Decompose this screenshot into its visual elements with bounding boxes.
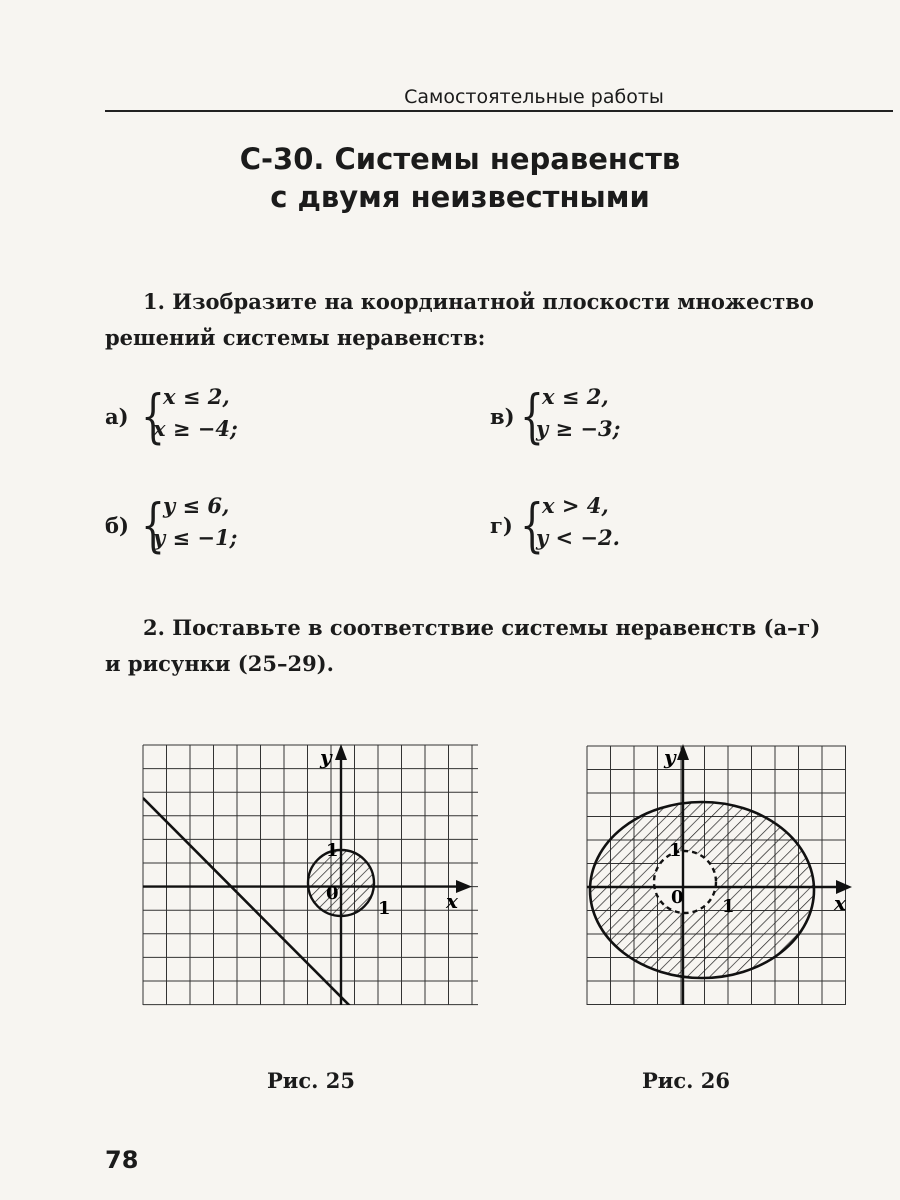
system-line-2: y < −2.	[536, 525, 620, 550]
system-b	[105, 493, 305, 563]
axis-label-y: y	[320, 745, 332, 769]
page-number: 78	[105, 1146, 139, 1174]
task-2-text-line-2: и рисунки (25–29).	[105, 651, 334, 676]
system-line-1: x ≤ 2,	[542, 384, 609, 409]
task-1-text-line-1: Изобразите на координатной плоскости множество	[172, 289, 814, 314]
system-label: а)	[105, 404, 129, 429]
brace-icon: {	[520, 491, 544, 559]
section-title-line-2: с двумя неизвестными	[270, 180, 650, 214]
system-line-1: x > 4,	[542, 493, 609, 518]
figure-25	[140, 740, 485, 1010]
system-a	[105, 384, 305, 454]
figure-26-caption: Рис. 26	[642, 1068, 730, 1093]
section-title	[160, 140, 760, 216]
origin-label: 0	[326, 883, 339, 904]
inner-circle	[654, 851, 716, 913]
task-2-text-line-1: Поставьте в соответствие системы неравенств (а–г)	[172, 615, 821, 640]
y-arrow-icon	[335, 744, 347, 760]
system-v	[490, 384, 690, 454]
figure-25-caption: Рис. 25	[267, 1068, 355, 1093]
unit-label-x: 1	[722, 896, 735, 917]
axis-label-x: x	[446, 889, 458, 913]
x-arrow-icon	[456, 880, 472, 893]
system-line-2: x ≥ −4;	[153, 416, 238, 441]
task-2	[105, 610, 890, 682]
system-line-1: y ≤ 6,	[163, 493, 230, 518]
system-g	[490, 493, 690, 563]
figure-26	[584, 740, 859, 1010]
brace-icon: {	[141, 382, 165, 450]
system-label: в)	[490, 404, 515, 429]
task-2-number: 2.	[143, 615, 165, 640]
system-label: г)	[490, 513, 513, 538]
section-title-line-1: С-30. Системы неравенств	[239, 142, 681, 176]
unit-label-x: 1	[378, 898, 391, 919]
system-line-2: y ≤ −1;	[153, 525, 238, 550]
brace-icon: {	[141, 491, 165, 559]
axis-label-x: x	[834, 891, 846, 915]
system-line-2: y ≥ −3;	[536, 416, 621, 441]
header-section-title: Самостоятельные работы	[404, 86, 664, 108]
system-label: б)	[105, 513, 129, 538]
unit-label-y: 1	[326, 840, 339, 861]
task-1-number: 1.	[143, 289, 165, 314]
unit-label-y: 1	[669, 840, 682, 861]
axis-label-y: y	[664, 745, 676, 769]
task-1-text-line-2: решений системы неравенств:	[105, 325, 486, 350]
brace-icon: {	[520, 382, 544, 450]
origin-label: 0	[671, 887, 684, 908]
system-line-1: x ≤ 2,	[163, 384, 230, 409]
task-1	[105, 284, 890, 356]
running-header	[105, 84, 893, 112]
